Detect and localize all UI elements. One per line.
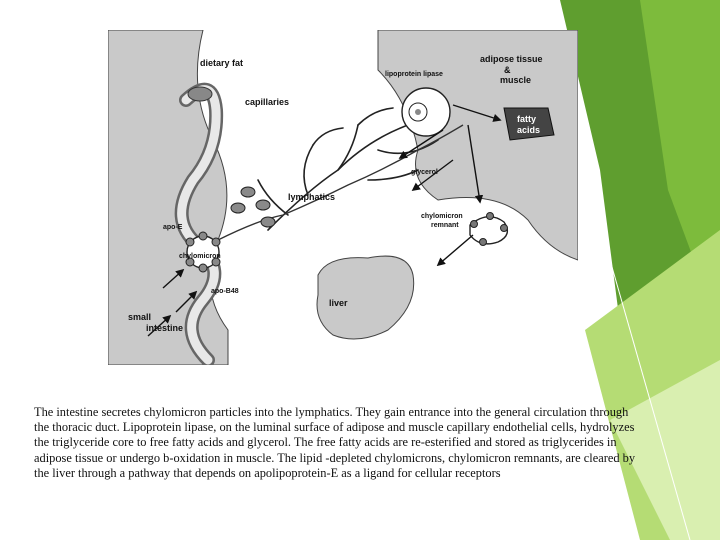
label-chylomicron-remnant-1: chylomicron bbox=[421, 213, 463, 220]
label-muscle: muscle bbox=[500, 75, 532, 85]
fatty-acids-box bbox=[504, 108, 554, 140]
label-liver: liver bbox=[329, 298, 348, 308]
label-acids: acids bbox=[517, 125, 541, 135]
label-intestine: intestine bbox=[146, 323, 184, 333]
label-lipoprotein-lipase: lipoprotein lipase bbox=[385, 71, 443, 78]
lipid-transport-figure bbox=[108, 30, 578, 365]
label-dietary-fat: dietary fat bbox=[200, 58, 244, 68]
label-lymphatics: lymphatics bbox=[288, 192, 336, 202]
label-small: small bbox=[128, 312, 152, 322]
label-glycerol: glycerol bbox=[411, 169, 438, 176]
lipase-core-icon bbox=[415, 109, 421, 115]
figure-caption: The intestine secretes chylomicron particles into the lymphatics. They gain entrance into the general circulation through the thoracic duct. Lipoprotein lipase, on the luminal surface of adipose and muscle capillary endothelial cells, hydrolyzes the triglyceride core to free fatty acids and glycerol. The free fatty acids are re-esterified and stored as triglycerides in adipose tissue or undergo b-oxidation in muscle. The lipid -depleted chylomicrons, chylomicron remnants, are cleared by the liver through a pathway that depends on apolipoprotein-E as a ligand for cellular receptors bbox=[34, 405, 636, 480]
intestine-lumen-icon bbox=[188, 87, 212, 101]
label-fatty: fatty bbox=[517, 114, 537, 124]
label-ampersand: & bbox=[504, 65, 511, 75]
label-capillaries: capillaries bbox=[245, 97, 290, 107]
label-chylomicron: chylomicron bbox=[179, 253, 221, 260]
label-adipose-tissue: adipose tissue bbox=[480, 54, 543, 64]
label-chylomicron-remnant-2: remnant bbox=[431, 222, 459, 229]
label-apo-e: apo-E bbox=[163, 224, 183, 231]
label-apo-b48: apo-B48 bbox=[211, 288, 239, 295]
lipid-transport-diagram bbox=[108, 30, 578, 365]
